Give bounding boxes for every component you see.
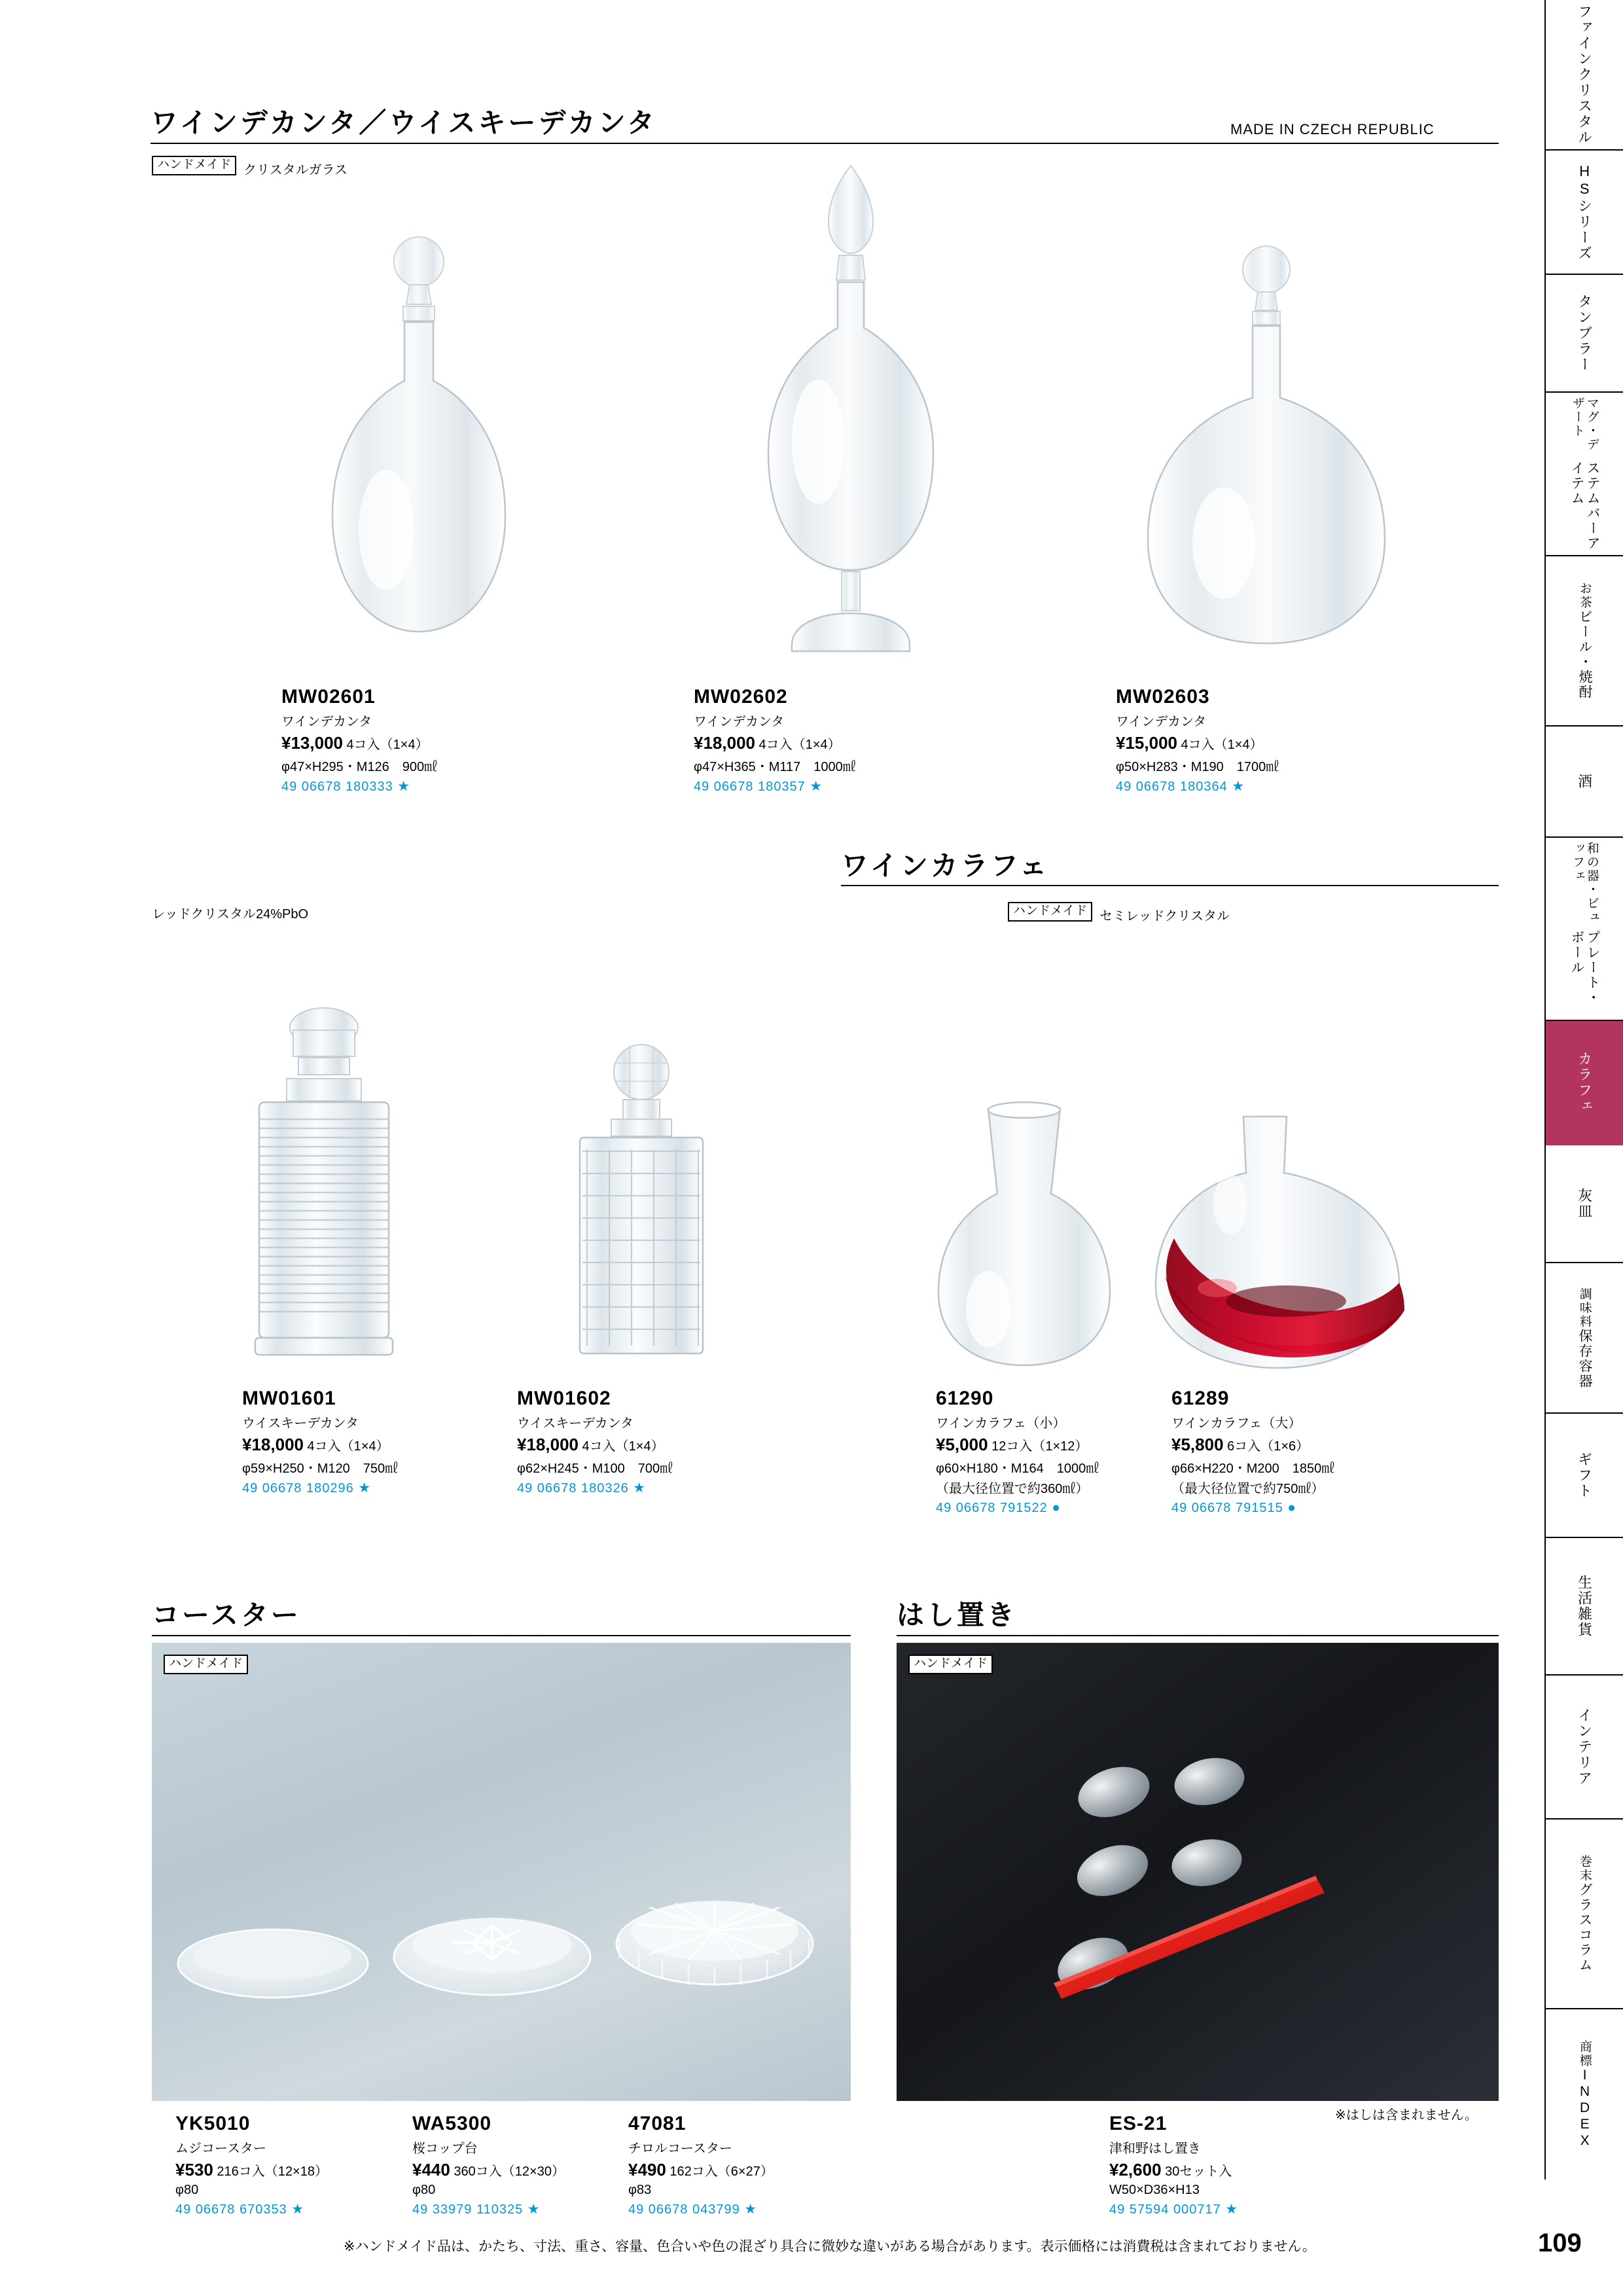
tab-fine-crystal[interactable] [1546,0,1623,151]
product-mw02602 [694,686,856,795]
product-jan [242,1480,398,1496]
product-code: 61290 [936,1388,994,1409]
tab-carafe[interactable] [1546,1021,1623,1145]
handmade-badge-decanter: ハンドメイド [152,156,236,175]
tab-label: ステムバーアイテム [1569,461,1601,551]
handmade-badge-coaster: ハンドメイド [164,1655,248,1674]
section-title-hashioki: はし置き [897,1600,1018,1630]
mark-icon: ★ [291,2202,305,2217]
section-rule-coaster [152,1635,851,1636]
tab-stem-bar-item[interactable] [1546,393,1623,556]
mark-icon: ★ [1225,2202,1239,2217]
product-photo-mw02601 [281,223,556,674]
product-code: MW01602 [517,1388,611,1409]
product-61289 [1171,1388,1334,1516]
tab-gift[interactable] [1546,1414,1623,1538]
product-price [242,1435,398,1455]
material-label-decanter: クリスタルガラス [243,163,348,177]
tab-label: ギフト [1576,1452,1593,1499]
product-jan [412,2201,565,2217]
product-name: ワインデカンタ [694,715,785,729]
pack-info: 4コ入（1×4） [758,738,841,752]
product-spec: φ66×H220・M200 1850㎖ [1171,1462,1335,1476]
product-jan [175,2201,328,2217]
product-spec: W50×D36×H13 [1109,2183,1200,2197]
section-rule-carafe [841,885,1499,886]
product-spec-secondary: （最大径位置で約360㎖） [936,1482,1089,1496]
tab-sublabel: 商標 [1577,2039,1592,2068]
product-jan [936,1500,1099,1516]
handmade-badge-carafe: ハンドメイド [1008,902,1092,922]
tab-sublabel: 和の器・ビュッフェ [1571,842,1599,924]
product-name: ウイスキーデカンタ [242,1416,359,1431]
section-title-carafe: ワインカラフェ [841,850,1050,881]
product-jan [694,778,856,795]
product-name: 津和野はし置き [1109,2142,1201,2156]
product-yk5010 [175,2113,328,2217]
mark-icon: ● [1052,1500,1061,1515]
hashioki-note: ※はしは含まれません。 [1335,2108,1478,2123]
price-value: ¥15,000 [1116,733,1177,753]
section-rule-hashioki [897,1635,1499,1636]
jan-code: 49 06678 180364 [1116,780,1228,794]
tab-index[interactable] [1546,2009,1623,2179]
price-value: ¥18,000 [242,1435,304,1454]
product-photo-mw02602 [713,160,988,677]
mark-icon: ★ [397,779,411,794]
tab-sublabel: マグ・デザート [1571,397,1599,452]
price-value: ¥18,000 [517,1435,579,1454]
tab-label: グラスコラム [1577,1882,1593,1973]
price-value: ¥13,000 [281,733,343,753]
price-value: ¥440 [412,2160,450,2179]
jan-code: 49 57594 000717 [1109,2202,1221,2217]
tab-label: カラフェ [1576,1051,1593,1114]
product-code: MW02603 [1116,686,1210,708]
pack-info: 6コ入（1×6） [1227,1439,1310,1454]
price-value: ¥490 [628,2160,666,2179]
product-price [1171,1435,1334,1455]
product-photo-mw01602 [543,1041,740,1368]
product-jan [1171,1500,1334,1516]
product-spec: φ47×H365・M117 1000㎖ [694,760,856,774]
material-label-red-crystal: レッドクリスタル24%PbO [152,907,309,922]
product-price [1116,733,1279,753]
product-jan [517,1480,673,1496]
pack-info: 216コ入（12×18） [217,2164,328,2179]
jan-code: 49 06678 791515 [1171,1501,1283,1515]
tab-tumbler[interactable] [1546,275,1623,393]
tab-label: 灰皿 [1576,1188,1593,1219]
side-tab-rail [1544,0,1623,2179]
product-price [281,733,437,753]
product-spec: φ80 [412,2183,436,2197]
tab-plate-bowl[interactable] [1546,838,1623,1021]
tab-sublabel: 巻末 [1577,1855,1592,1882]
jan-code: 49 06678 791522 [936,1501,1048,1515]
made-in-label: MADE IN CZECH REPUBLIC [1230,121,1435,137]
tab-label: プレート・ボール [1569,929,1601,1005]
product-code: WA5300 [412,2113,492,2134]
tab-hs-series[interactable] [1546,151,1623,275]
product-spec: φ59×H250・M120 750㎖ [242,1462,399,1476]
product-mw01601 [242,1388,398,1496]
product-photo-mw02603 [1113,236,1420,674]
product-code: ES-21 [1109,2113,1168,2134]
mark-icon: ★ [1232,779,1245,794]
pack-info: 4コ入（1×4） [307,1439,389,1454]
product-code: 61289 [1171,1388,1230,1409]
product-photo-mw01601 [216,1001,432,1368]
tab-ashtray[interactable] [1546,1145,1623,1263]
pack-info: 162コ入（6×27） [669,2164,774,2179]
tab-sake[interactable] [1546,726,1623,838]
material-label-carafe: セミレッドクリスタル [1099,909,1230,924]
product-spec: φ60×H180・M164 1000㎖ [936,1462,1099,1476]
product-photo-61290 [916,1100,1132,1374]
tab-lifestyle-goods[interactable] [1546,1538,1623,1676]
product-price [628,2160,774,2180]
jan-code: 49 33979 110325 [412,2202,524,2217]
jan-code: 49 06678 180296 [242,1481,354,1496]
product-name: ワインカラフェ（小） [936,1416,1066,1431]
product-name: ムジコースター [175,2142,266,2156]
product-wa5300 [412,2113,565,2217]
product-photo-coasters [152,1643,851,2101]
product-es-21 [1109,2113,1238,2217]
product-price [517,1435,673,1455]
tab-label: 酒 [1576,774,1593,789]
pack-info: 360コ入（12×30） [454,2164,565,2179]
tab-label: 生活雑貨 [1576,1575,1593,1638]
mark-icon: ★ [358,1480,372,1496]
product-photo-61289 [1152,1113,1427,1374]
price-value: ¥2,600 [1109,2160,1162,2179]
page-number: 109 [1538,2229,1582,2257]
jan-code: 49 06678 180333 [281,780,393,794]
product-code: MW02601 [281,686,376,708]
tab-sublabel: 調味料 [1577,1287,1592,1329]
price-value: ¥530 [175,2160,213,2179]
tab-label: ビール・焼酎 [1577,609,1593,700]
pack-info: 4コ入（1×4） [582,1439,664,1454]
tab-label: INDEX [1577,2067,1593,2149]
product-code: MW02602 [694,686,788,708]
jan-code: 49 06678 180357 [694,780,806,794]
product-jan [281,778,437,795]
product-name: ワインデカンタ [281,715,372,729]
product-name: 桜コップ台 [412,2142,478,2156]
product-mw02601 [281,686,437,795]
product-name: ワインカラフェ（大） [1171,1416,1302,1431]
product-code: YK5010 [175,2113,251,2134]
mark-icon: ★ [744,2202,758,2217]
section-title-coaster: コースター [152,1600,301,1630]
product-61290 [936,1388,1099,1516]
section-rule-decanter [151,143,1499,144]
product-spec: φ80 [175,2183,199,2197]
product-47081 [628,2113,774,2217]
price-value: ¥5,000 [936,1435,988,1454]
tab-interior[interactable] [1546,1676,1623,1820]
product-mw02603 [1116,686,1279,795]
jan-code: 49 06678 043799 [628,2202,740,2217]
tab-label: インテリア [1576,1708,1593,1786]
pack-info: 4コ入（1×4） [1181,738,1263,752]
product-spec: φ47×H295・M126 900㎖ [281,760,438,774]
product-photo-hashioki [897,1643,1499,2101]
product-jan [628,2201,774,2217]
mark-icon: ★ [810,779,823,794]
product-spec: φ50×H283・M190 1700㎖ [1116,760,1279,774]
mark-icon: ★ [633,1480,647,1496]
tab-glass-column[interactable] [1546,1820,1623,2009]
pack-info: 12コ入（1×12） [991,1439,1088,1454]
product-name: ウイスキーデカンタ [517,1416,633,1431]
tab-label: 保存容器 [1577,1328,1593,1389]
product-spec: φ83 [628,2183,652,2197]
mark-icon: ● [1287,1500,1296,1515]
price-value: ¥18,000 [694,733,755,753]
product-name: ワインデカンタ [1116,715,1207,729]
price-value: ¥5,800 [1171,1435,1224,1454]
tab-beer-shochu[interactable] [1546,556,1623,726]
section-title-decanter: ワインデカンタ／ウイスキーデカンタ [151,107,658,138]
product-price [175,2160,328,2180]
mark-icon: ★ [527,2202,541,2217]
tab-label: ファインクリスタル [1576,4,1593,145]
tab-storage-container[interactable] [1546,1263,1623,1414]
tab-label: HSシリーズ [1576,163,1593,261]
product-jan [1109,2201,1238,2217]
pack-info: 4コ入（1×4） [346,738,429,752]
page-footnote: ※ハンドメイド品は、かたち、寸法、重さ、容量、色合いや色の混ざり具合に微妙な違いがある場合があります。表示価格には消費税は含まれておりません。 [344,2239,1316,2254]
product-mw01602 [517,1388,673,1496]
product-price [412,2160,565,2180]
product-jan [1116,778,1279,795]
product-price [694,733,856,753]
jan-code: 49 06678 180326 [517,1481,629,1496]
product-price [936,1435,1099,1455]
jan-code: 49 06678 670353 [175,2202,287,2217]
handmade-badge-hashioki: ハンドメイド [908,1655,993,1674]
tab-label: タンブラー [1576,294,1593,372]
product-code: 47081 [628,2113,687,2134]
pack-info: 30セット入 [1165,2164,1232,2179]
product-name: チロルコースター [628,2142,732,2156]
product-price [1109,2160,1238,2180]
product-code: MW01601 [242,1388,336,1409]
product-spec: φ62×H245・M100 700㎖ [517,1462,673,1476]
tab-sublabel: お茶 [1577,582,1592,609]
product-spec-secondary: （最大径位置で約750㎖） [1171,1482,1325,1496]
